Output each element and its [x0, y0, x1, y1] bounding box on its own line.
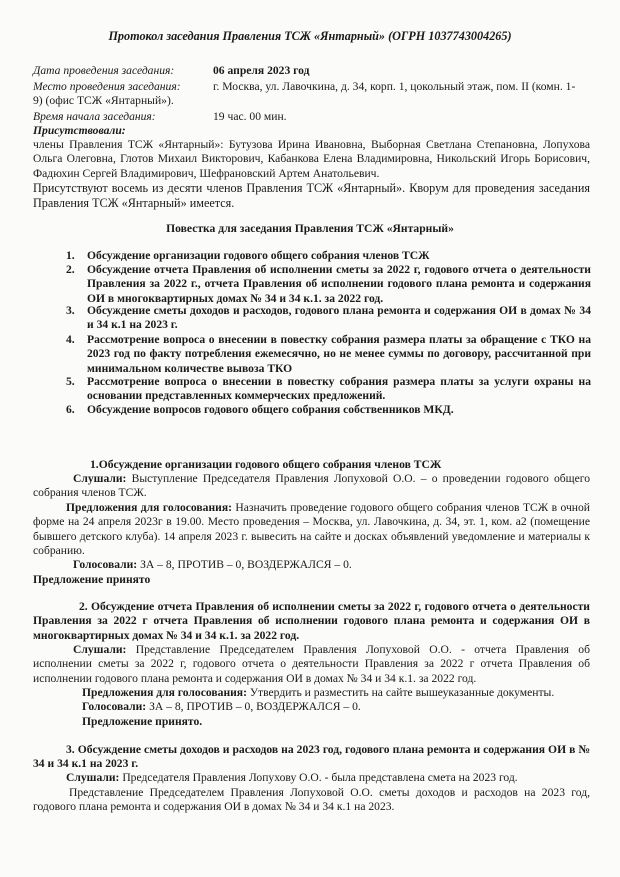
section1-proposal [33, 501, 590, 558]
agenda-heading: Повестка для заседания Правления ТСЖ «Янтарный» [166, 222, 454, 235]
section2-voted [82, 700, 361, 714]
section1-heard [33, 472, 590, 501]
section3-heard [66, 771, 591, 785]
proposal-text: Утвердить и разместить на сайте вышеуказанные документы. [249, 686, 555, 699]
section1-heading: 1.Обсуждение организации годового общего собрания членов ТСЖ [90, 458, 442, 471]
section2-result: Предложение принято. [82, 715, 203, 728]
place-label: Место проведения заседания: [33, 80, 181, 93]
section3-presentation: Представление Председателем Правления Лопуховой О.О. сметы доходов и расходов на 2023 год, годового плана ремонта и содержания ОИ в домах № 34 и 34 к.1 на 2023. [33, 786, 590, 814]
proposal-text: Назначить проведение годового общего собрания членов ТСЖ в очной форме на 24 апреля 2023г в 19.00. Место проведения – Москва, ул. Лавочкина, д. 34, эт. 1, ком. а2 (помещение бывшего детского клуба). 14 апреля 2023 г. вывесить на сайте и досках объявлений уведомление и материалы к собранию. [33, 501, 590, 557]
voted-label: Голосовали: [73, 558, 138, 571]
proposal-label: Предложения для голосования: [82, 686, 247, 699]
present-members: члены Правления ТСЖ «Янтарный»: Бутузова Ирина Ивановна, Выборная Светлана Степановна, Лопухова Ольга Олеговна, Глотов Михаил Викторович, Кабанкова Елена Владимировна, Никольский Игорь Борисович, Фадюхин Сергей Владимирович, Шефрановский Артем Анатольевич. [33, 138, 590, 180]
voted-text: ЗА – 8, ПРОТИВ – 0, ВОЗДЕРЖАЛСЯ – 0. [149, 700, 361, 713]
heard-text: Выступление Председателя Правления Лопуховой О.О. – о проведении годового общего собрания членов ТСЖ. [33, 472, 591, 500]
heard-label: Слушали: [73, 643, 127, 656]
place-continuation: 9) (офис ТСЖ «Янтарный»). [33, 94, 174, 107]
voted-label: Голосовали: [82, 700, 147, 713]
document-title: Протокол заседания Правления ТСЖ «Янтарный» (ОГРН 1037743004265) [108, 29, 512, 43]
agenda-item: 4. Рассмотрение вопроса о внесении в повестку собрания размера платы за обращение с ТКО на 2023 год по факту потребления ежемесячно, но не менее суммы по договору, рассчитанной при минимальном количестве вывоза ТКО [66, 333, 591, 375]
section1-voted [73, 558, 352, 572]
section2-heard [33, 643, 590, 686]
agenda-item: 1. Обсуждение организации годового общего собрания членов ТСЖ [66, 249, 430, 262]
agenda-item: 3. Обсуждение сметы доходов и расходов, годового плана ремонта и содержания ОИ в домах № 34 и 34 к.1 на 2023 г. [66, 304, 591, 332]
date-label: Дата проведения заседания: [33, 64, 175, 77]
heard-label: Слушали: [66, 771, 120, 784]
heard-label: Слушали: [73, 472, 127, 485]
voted-text: ЗА – 8, ПРОТИВ – 0, ВОЗДЕРЖАЛСЯ – 0. [140, 558, 352, 571]
agenda-item: 5. Рассмотрение вопроса о внесении в повестку собрания размера платы за услуги охраны на основании представленных коммерческих предложений. [66, 375, 591, 403]
date-value: 06 апреля 2023 год [213, 64, 310, 77]
quorum-statement: Присутствуют восемь из десяти членов Правления ТСЖ «Янтарный». Кворум для проведения заседания Правления ТСЖ «Янтарный» имеется. [33, 181, 590, 210]
place-value: г. Москва, ул. Лавочкина, д. 34, корп. 1, цокольный этаж, пом. II (комн. 1- [213, 80, 576, 93]
time-value: 19 час. 00 мин. [213, 110, 287, 123]
section2-proposal [82, 686, 554, 700]
heard-text: Представление Председателем Правления Лопуховой О.О. - отчета Правления об исполнении сметы за 2022 г, годового отчета о деятельности Правления за 2022 г отчета Правления об исполнении годового плана ремонта и содержания ОИ в домах № 34 и 34 к.1. за 2022 год. [33, 643, 590, 685]
present-label: Присутствовали: [33, 124, 126, 137]
section1-result: Предложение принято [33, 573, 151, 586]
heard-text: Председателя Правления Лопухову О.О. - была представлена смета на 2023 год. [122, 771, 518, 784]
agenda-item: 2. Обсуждение отчета Правления об исполнении сметы за 2022 г, годового отчета о деятельности Правления за 2022 г., отчета Правления об исполнении годового плана ремонта и содержания ОИ в многоквартирных домах № 34 и 34 к.1. за 2022 год. [66, 263, 591, 305]
section2-heading: 2. Обсуждение отчета Правления об исполнении сметы за 2022 г, годового отчета о деятельности Правления за 2022 г отчета Правления об исполнении годового плана ремонта и содержания ОИ в многоквартирных домах № 34 и 34 к.1. за 2022 год. [33, 600, 590, 642]
proposal-label: Предложения для голосования: [66, 501, 232, 514]
time-label: Время начала заседания: [33, 110, 156, 123]
section3-heading: 3. Обсуждение сметы доходов и расходов на 2023 год, годового плана ремонта и содержания ОИ в № 34 и 34 к.1 на 2023 г. [33, 743, 590, 771]
agenda-item: 6. Обсуждение вопросов годового общего собрания собственников МКД. [66, 403, 454, 416]
